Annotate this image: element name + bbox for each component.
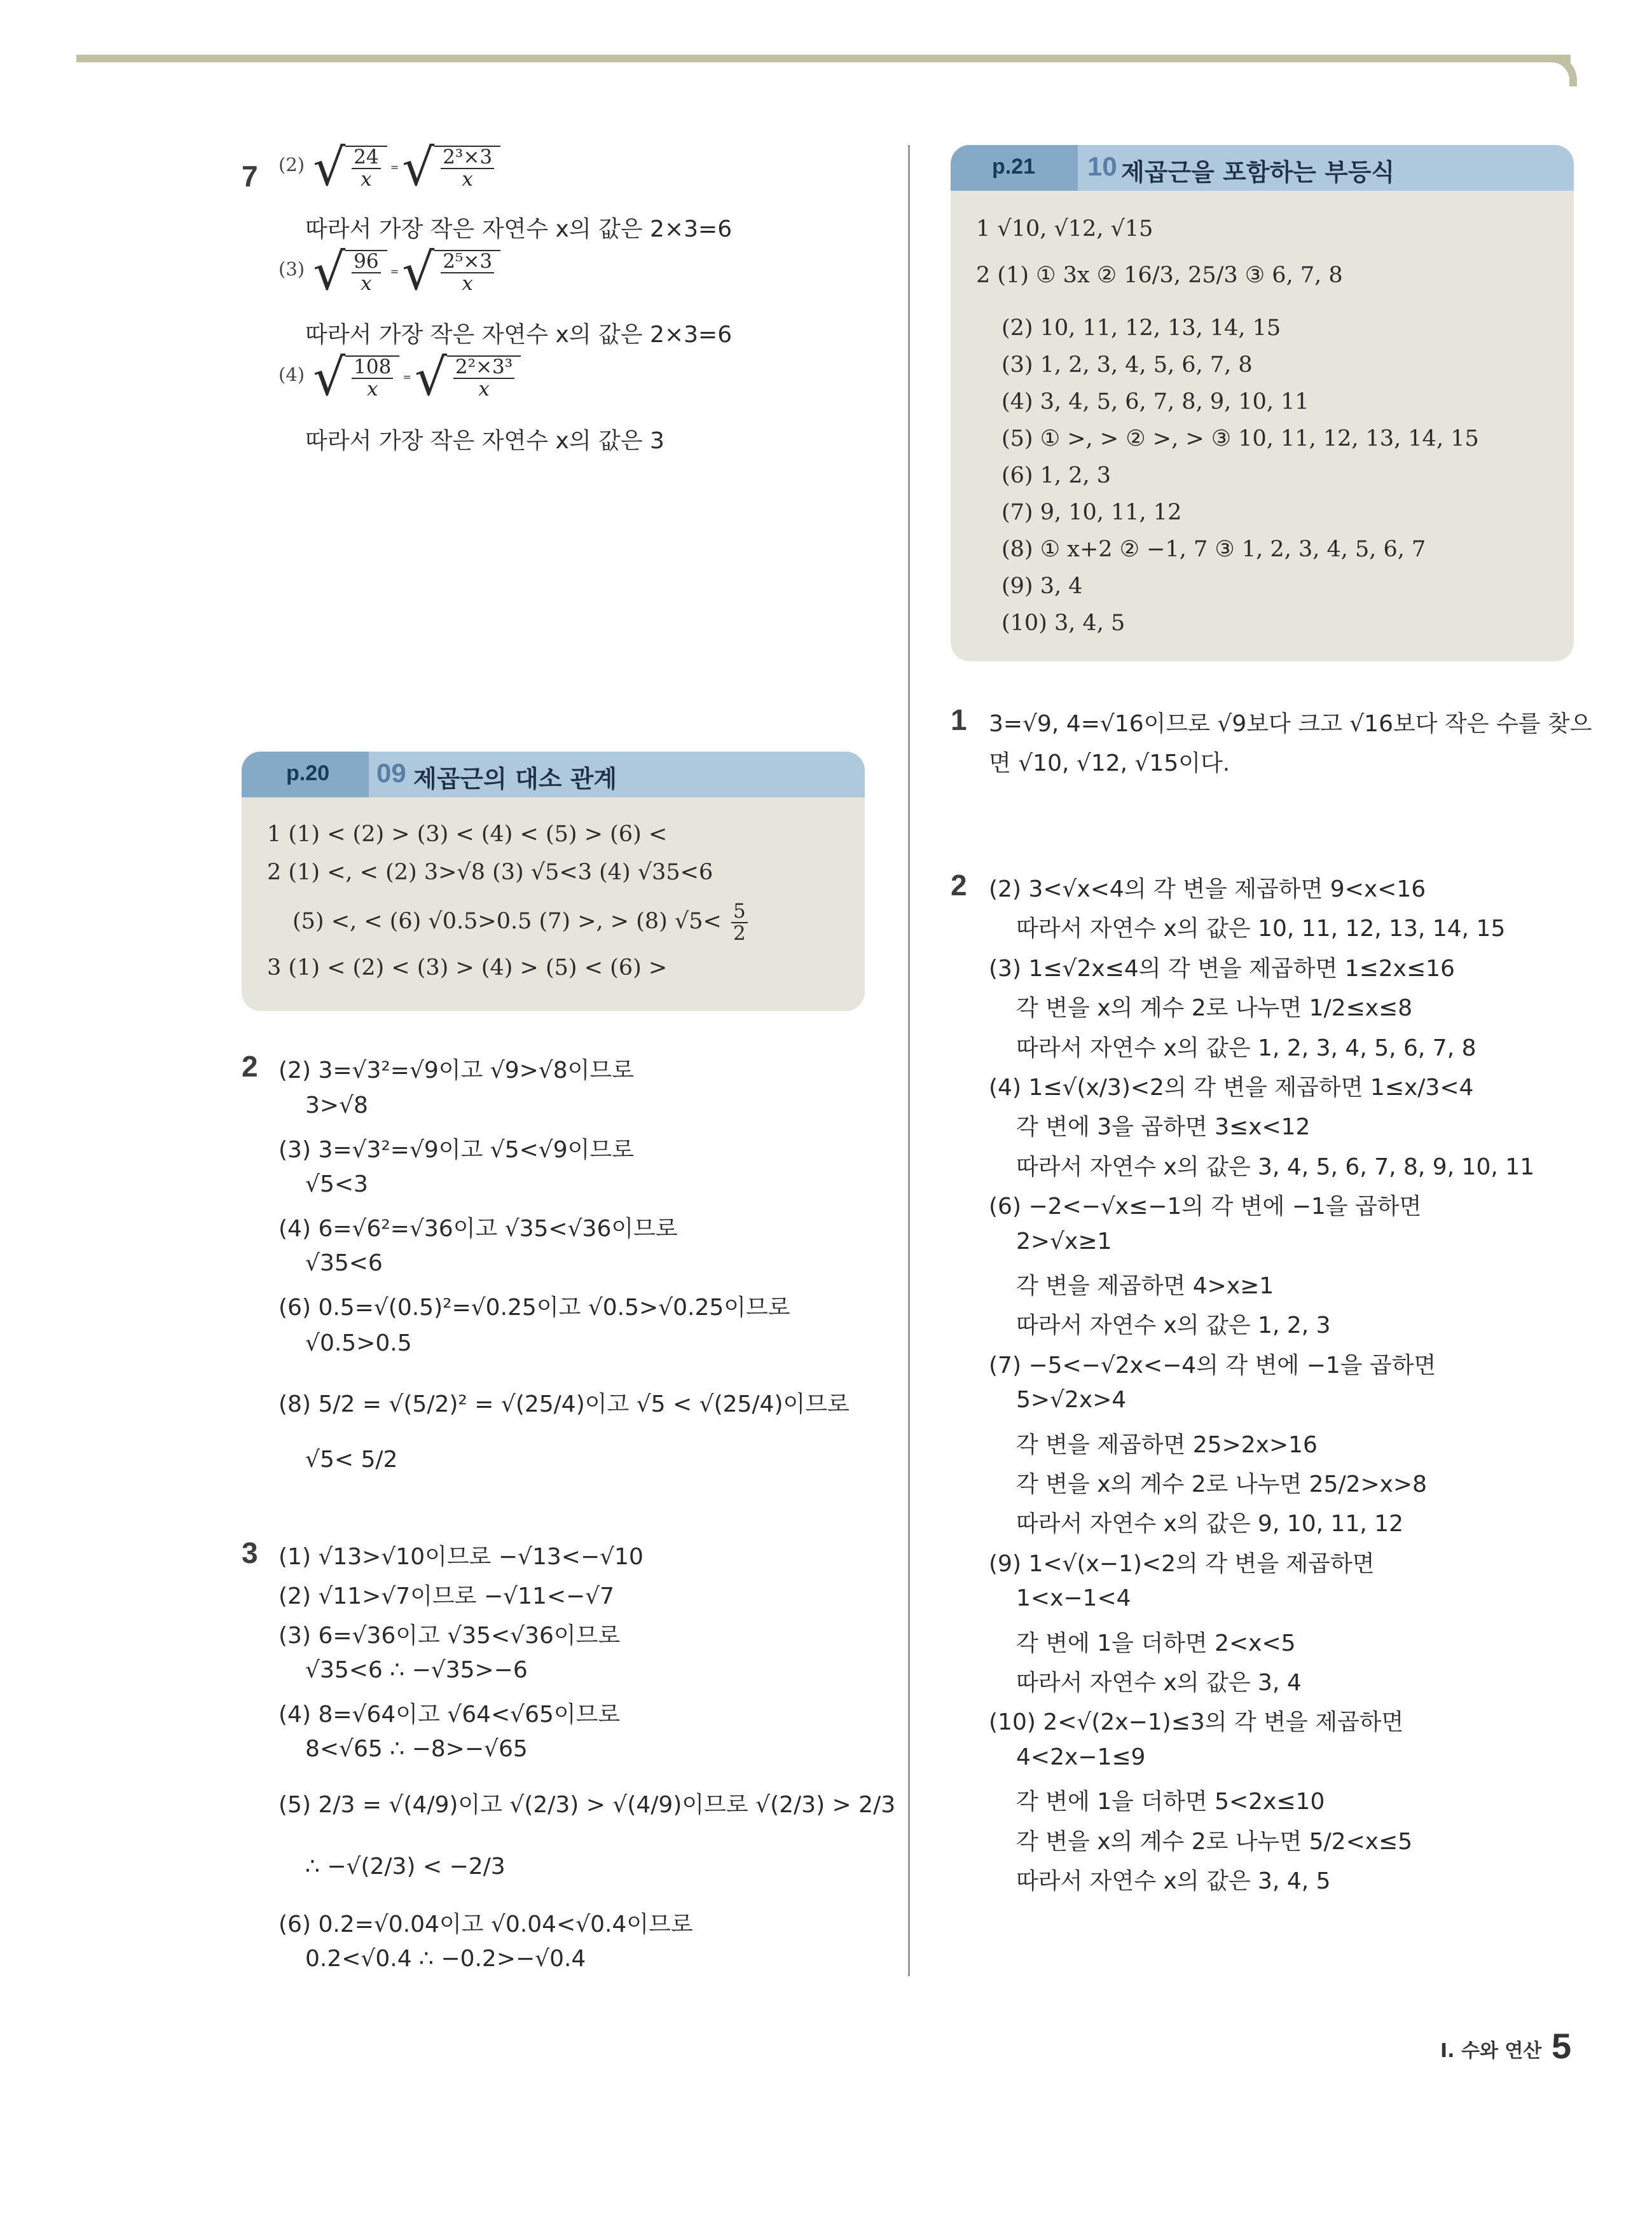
problem-number-1: 1 [951, 703, 967, 736]
q2-line-10: √5< 5/2 [305, 1447, 398, 1473]
e2-line-5: 따라서 자연수 x의 값은 1, 2, 3, 4, 5, 6, 7, 8 [1016, 1035, 1476, 1061]
e2-line-11: 각 변을 제곱하면 4>x≥1 [1016, 1273, 1274, 1299]
e2-line-8: 따라서 자연수 x의 값은 3, 4, 5, 6, 7, 8, 9, 10, 11 [1016, 1154, 1535, 1180]
e2-line-10: 2>√x≥1 [1016, 1229, 1112, 1255]
q3-line-5: (4) 8=√64이고 √64<√65이므로 [279, 1702, 621, 1728]
answer-row-3-numer: 5 [731, 901, 748, 923]
q3-line-2: (2) √11>√7이므로 −√11<−√7 [279, 1583, 615, 1609]
q7-part3-numer-b: 2⁵×3 [441, 251, 494, 273]
q2-line-3: (3) 3=√3²=√9이고 √5<√9이므로 [279, 1137, 634, 1163]
q2-line-8: √0.5>0.5 [305, 1330, 412, 1356]
q7-part4-equation: (4) √ $\frac{108}{x}$ = √ $\frac{\text{2²×3³}}{x}$ [279, 355, 521, 401]
e2-line-25: 각 변을 x의 계수 2로 나누면 5/2<x≤5 [1016, 1829, 1413, 1855]
q7-part2-numer-a: 24 [352, 147, 380, 169]
e2-line-15: 각 변을 제곱하면 25>2x>16 [1016, 1432, 1318, 1458]
q2-line-5: (4) 6=√6²=√36이고 √35<√36이므로 [279, 1216, 678, 1242]
section-number: 09 [376, 758, 406, 788]
e2-line-17: 따라서 자연수 x의 값은 9, 10, 11, 12 [1016, 1511, 1404, 1537]
page-ref-tab: p.21 [992, 155, 1036, 179]
answer-row-1: 1 √10, √12, √15 [976, 216, 1153, 242]
answer-row-2: 2 (1) ① 3x ② 16/3, 25/3 ③ 6, 7, 8 [976, 263, 1343, 288]
e2-line-26: 따라서 자연수 x의 값은 3, 4, 5 [1016, 1868, 1331, 1894]
answer-row-9: (8) ① x+2 ② −1, 7 ③ 1, 2, 3, 4, 5, 6, 7 [1002, 537, 1426, 562]
q7-part4-conclusion: 따라서 가장 작은 자연수 x의 값은 3 [305, 428, 664, 454]
answer-row-4: 3 (1) < (2) < (3) > (4) > (5) < (6) > [267, 955, 668, 981]
q2-line-6: √35<6 [305, 1250, 383, 1276]
e2-line-3: (3) 1≤√2x≤4의 각 변을 제곱하면 1≤2x≤16 [989, 956, 1455, 982]
problem-number-2-right: 2 [951, 869, 967, 902]
section-title: 제곱근을 포함하는 부등식 [1121, 158, 1395, 186]
q7-part2-numer-b: 2³×3 [441, 147, 494, 169]
answer-row-5: (4) 3, 4, 5, 6, 7, 8, 9, 10, 11 [1002, 389, 1309, 415]
e2-line-6: (4) 1≤√(x/3)<2의 각 변을 제곱하면 1≤x/3<4 [989, 1075, 1474, 1101]
q3-line-10: 0.2<√0.4 ∴ −0.2>−√0.4 [305, 1946, 586, 1972]
section-title: 제곱근의 대소 관계 [413, 765, 617, 793]
e2-line-7: 각 변에 3을 곱하면 3≤x<12 [1016, 1114, 1311, 1140]
q3-line-9: (6) 0.2=√0.04이고 √0.04<√0.4이므로 [279, 1911, 693, 1937]
q3-line-4: √35<6 ∴ −√35>−6 [305, 1657, 528, 1683]
answer-box-09 [242, 752, 865, 1011]
e2-line-14: 5>√2x>4 [1016, 1387, 1127, 1413]
e2-line-16: 각 변을 x의 계수 2로 나누면 25/2>x>8 [1016, 1471, 1428, 1497]
q7-part3-numer-a: 96 [352, 251, 380, 273]
problem-number-2: 2 [242, 1050, 258, 1083]
footer-page-number: 5 [1552, 2026, 1572, 2066]
answer-row-6: (5) ① >, > ② >, > ③ 10, 11, 12, 13, 14, 15 [1002, 426, 1479, 451]
q7-part2-equation: (2) √ $\frac{24}{x}$ = √ $\frac{\text{2³×3}}{x}$ [279, 145, 500, 191]
answer-row-3 [293, 901, 750, 944]
answer-row-3: (2) 10, 11, 12, 13, 14, 15 [1002, 315, 1281, 341]
e2-line-1: (2) 3<√x<4의 각 변을 제곱하면 9<x<16 [989, 876, 1426, 902]
e2-line-20: 각 변에 1을 더하면 2<x<5 [1016, 1630, 1296, 1656]
answer-row-10: (9) 3, 4 [1002, 574, 1083, 599]
q7-part3-conclusion: 따라서 가장 작은 자연수 x의 값은 2×3=6 [305, 322, 733, 348]
q7-part4-numer-b: 2²×3³ [453, 357, 514, 379]
e2-line-13: (7) −5<−√2x<−4의 각 변에 −1을 곱하면 [989, 1352, 1436, 1379]
e2-line-22: (10) 2<√(2x−1)≤3의 각 변을 제곱하면 [989, 1709, 1404, 1735]
e2-line-9: (6) −2<−√x≤−1의 각 변에 −1을 곱하면 [989, 1194, 1422, 1220]
e2-line-24: 각 변에 1을 더하면 5<2x≤10 [1016, 1789, 1325, 1815]
q7-part4-numer-a: 108 [352, 357, 393, 379]
e2-line-2: 따라서 자연수 x의 값은 10, 11, 12, 13, 14, 15 [1016, 916, 1506, 942]
footer-section-label: I. 수와 연산 [1440, 2040, 1542, 2062]
answer-row-3-text: (5) <, < (6) √0.5>0.5 (7) >, > (8) √5< [293, 909, 722, 935]
q3-line-8: ∴ −√(2/3) < −2/3 [305, 1854, 506, 1880]
q7-part2-label: (2) [279, 153, 305, 176]
q2-line-7: (6) 0.5=√(0.5)²=√0.25이고 √0.5>√0.25이므로 [279, 1295, 790, 1321]
q7-part3-label: (3) [279, 258, 305, 280]
problem-number-3: 3 [242, 1536, 258, 1569]
q7-part2-denom-a: x [361, 168, 372, 191]
e1-line-1: 3=√9, 4=√16이므로 √9보다 크고 √16보다 작은 수를 찾으 [989, 711, 1592, 737]
q3-line-6: 8<√65 ∴ −8>−√65 [305, 1736, 528, 1762]
page-ref-tab: p.20 [286, 761, 330, 785]
answer-row-11: (10) 3, 4, 5 [1002, 610, 1125, 636]
answer-row-3-denom: 2 [733, 921, 746, 945]
q2-line-2: 3>√8 [305, 1092, 368, 1118]
answer-row-7: (6) 1, 2, 3 [1002, 463, 1112, 488]
q7-part3-equation: (3) √ $\frac{96}{x}$ = √ $\frac{\text{2⁵×3}}{x}$ [279, 249, 500, 295]
q3-line-7: (5) 2/3 = √(4/9)이고 √(2/3) > √(4/9)이므로 √(2/3) > 2/3 [279, 1792, 896, 1818]
q7-part4-label: (4) [279, 363, 305, 385]
q2-line-1: (2) 3=√3²=√9이고 √9>√8이므로 [279, 1057, 634, 1084]
answer-row-8: (7) 9, 10, 11, 12 [1002, 500, 1182, 525]
q7-part2-conclusion: 따라서 가장 작은 자연수 x의 값은 2×3=6 [305, 216, 733, 242]
e2-line-19: 1<x−1<4 [1016, 1585, 1131, 1611]
answer-row-4: (3) 1, 2, 3, 4, 5, 6, 7, 8 [1002, 352, 1253, 378]
top-rule [76, 55, 1571, 62]
q3-line-1: (1) √13>√10이므로 −√13<−√10 [279, 1544, 644, 1570]
column-divider [908, 145, 910, 1976]
e2-line-21: 따라서 자연수 x의 값은 3, 4 [1016, 1670, 1302, 1696]
q3-line-3: (3) 6=√36이고 √35<√36이므로 [279, 1623, 621, 1649]
answer-box-10 [951, 145, 1574, 661]
q2-line-9: (8) 5/2 = √(5/2)² = √(25/4)이고 √5 < √(25/4)이므로 [279, 1391, 850, 1417]
problem-number-7: 7 [242, 160, 258, 193]
e2-line-18: (9) 1<√(x−1)<2의 각 변을 제곱하면 [989, 1551, 1375, 1577]
e2-line-12: 따라서 자연수 x의 값은 1, 2, 3 [1016, 1312, 1331, 1339]
section-number: 10 [1087, 151, 1117, 181]
e2-line-23: 4<2x−1≤9 [1016, 1744, 1146, 1770]
q2-line-4: √5<3 [305, 1171, 368, 1197]
answer-row-1: 1 (1) < (2) > (3) < (4) < (5) > (6) < [267, 822, 668, 847]
e2-line-4: 각 변을 x의 계수 2로 나누면 1/2≤x≤8 [1016, 995, 1413, 1021]
answer-row-2: 2 (1) <, < (2) 3>√8 (3) √5<3 (4) √35<6 [267, 860, 713, 885]
e1-line-2: 면 √10, √12, √15이다. [989, 750, 1230, 776]
